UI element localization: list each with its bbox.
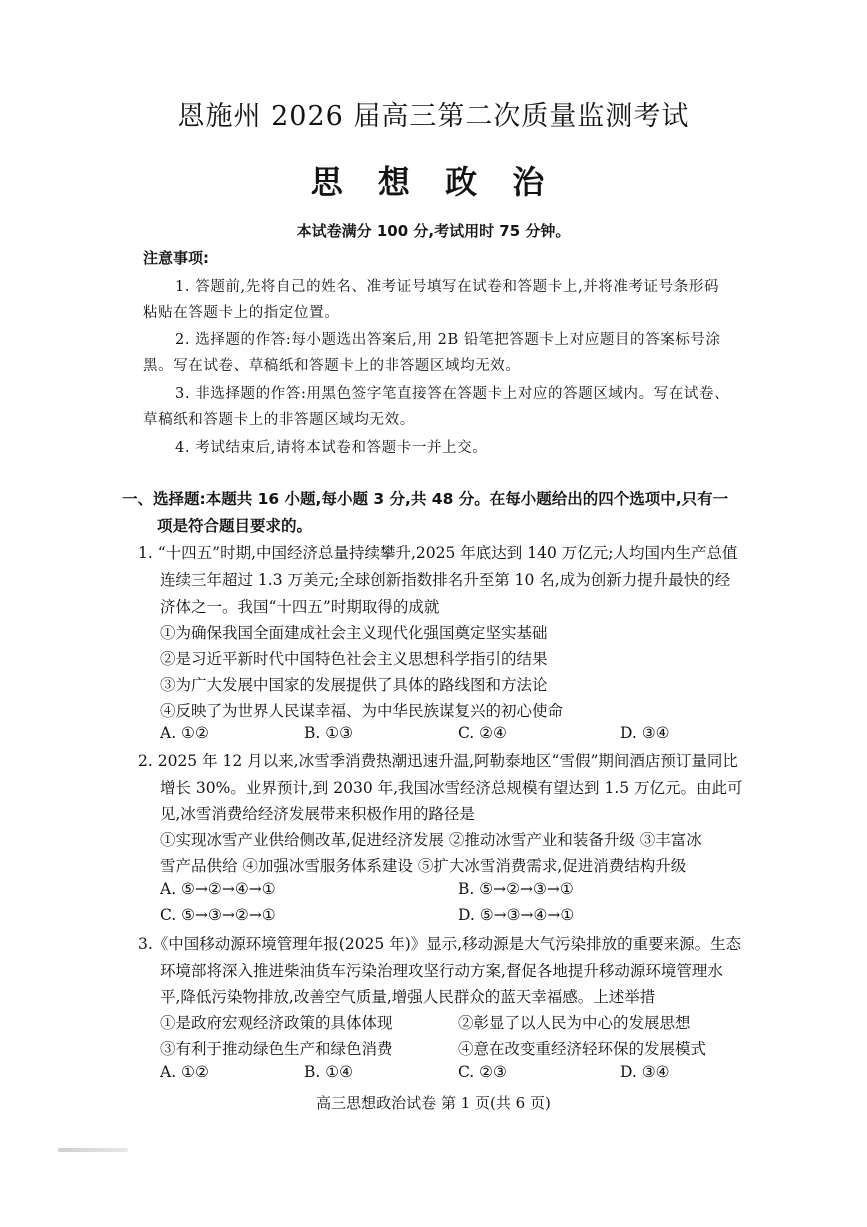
q2-option-c[interactable]: C. ⑤→③→②→① [160, 906, 276, 924]
q2-item: ①实现冰雪产业供给侧改革,促进经济发展 ②推动冰雪产业和装备升级 ③丰富冰 [160, 831, 702, 849]
notice-line: 草稿纸和答题卡上的非答题区域均无效。 [143, 412, 415, 428]
subject-title: 思 想 政 治 [310, 163, 557, 201]
q2-stem: 增长 30%。业界预计,到 2030 年,我国冰雪经济总规模有望达到 1.5 万亿元。由此可 [160, 779, 743, 797]
q3-item: ①是政府宏观经济政策的具体体现 [160, 1014, 393, 1032]
q3-stem: 3.《中国移动源环境管理年报(2025 年)》显示,移动源是大气污染排放的重要来源。生态 [138, 935, 742, 953]
q3-stem: 平,降低污染物排放,改善空气质量,增强人民群众的蓝天幸福感。上述举措 [160, 988, 656, 1006]
q1-option-d[interactable]: D. ③④ [620, 724, 670, 742]
q1-stem: 连续三年超过 1.3 万美元;全球创新指数排名升至第 10 名,成为创新力提升最快的经 [160, 571, 731, 589]
q3-option-c[interactable]: C. ②③ [458, 1063, 507, 1081]
q1-option-c[interactable]: C. ②④ [458, 724, 507, 742]
q2-option-d[interactable]: D. ⑤→③→④→① [458, 906, 575, 924]
q1-stem: 1. “十四五”时期,中国经济总量持续攀升,2025 年底达到 140 万亿元;人均国内生产总值 [138, 544, 738, 562]
q3-stem: 环境部将深入推进柴油货车污染治理攻坚行动方案,督促各地提升移动源环境管理水 [160, 962, 723, 980]
q3-option-b[interactable]: B. ①④ [304, 1063, 354, 1081]
q1-stem: 济体之一。我国“十四五”时期取得的成就 [160, 598, 440, 616]
q3-item: ④意在改变重经济轻环保的发展模式 [458, 1040, 707, 1058]
notice-line: 黑。写在试卷、草稿纸和答题卡上的非答题区域均无效。 [143, 358, 521, 374]
q2-option-b[interactable]: B. ⑤→②→③→① [458, 880, 574, 898]
q1-option-a[interactable]: A. ①② [160, 724, 209, 742]
scan-smudge [58, 1148, 128, 1152]
q2-stem: 2. 2025 年 12 月以来,冰雪季消费热潮迅速升温,阿勒泰地区“雪假”期间酒店预订量同比 [138, 752, 738, 770]
notice-line: 2. 选择题的作答:每小题选出答案后,用 2B 铅笔把答题卡上对应题目的答案标号涂 [175, 332, 721, 348]
score-line: 本试卷满分 100 分,考试用时 75 分钟。 [296, 222, 571, 240]
q3-item: ②彰显了以人民为中心的发展思想 [458, 1014, 691, 1032]
q1-item: ①为确保我国全面建成社会主义现代化强国奠定坚实基础 [160, 624, 548, 642]
notice-line: 粘贴在答题卡上的指定位置。 [143, 305, 340, 321]
q1-item: ③为广大发展中国家的发展提供了具体的路线图和方法论 [160, 676, 548, 694]
section-heading-cont: 项是符合题目要求的。 [157, 517, 313, 535]
notice-title: 注意事项: [143, 249, 209, 267]
notice-line: 3. 非选择题的作答:用黑色签字笔直接答在答题卡上对应的答题区域内。写在试卷、 [175, 386, 730, 402]
section-heading: 一、选择题:本题共 16 小题,每小题 3 分,共 48 分。在每小题给出的四个选项中,只有一 [122, 490, 729, 508]
q1-item: ④反映了为世界人民谋幸福、为中华民族谋复兴的初心使命 [160, 702, 564, 720]
q2-item: 雪产品供给 ④加强冰雪服务体系建设 ⑤扩大冰雪消费需求,促进消费结构升级 [160, 857, 687, 875]
exam-title: 恩施州 2026 届高三第二次质量监测考试 [177, 101, 690, 132]
notice-line: 1. 答题前,先将自己的姓名、准考证号填写在试卷和答题卡上,并将准考证号条形码 [175, 279, 720, 295]
notice-line: 4. 考试结束后,请将本试卷和答题卡一并上交。 [175, 440, 488, 456]
q3-option-a[interactable]: A. ①② [160, 1063, 209, 1081]
q3-option-d[interactable]: D. ③④ [620, 1063, 670, 1081]
q2-option-a[interactable]: A. ⑤→②→④→① [160, 880, 276, 898]
q1-item: ②是习近平新时代中国特色社会主义思想科学指引的结果 [160, 650, 548, 668]
q1-option-b[interactable]: B. ①③ [304, 724, 354, 742]
q2-stem: 见,冰雪消费给经济发展带来积极作用的路径是 [160, 805, 475, 823]
q3-item: ③有利于推动绿色生产和绿色消费 [160, 1040, 393, 1058]
page-footer: 高三思想政治试卷 第 1 页(共 6 页) [316, 1094, 551, 1112]
